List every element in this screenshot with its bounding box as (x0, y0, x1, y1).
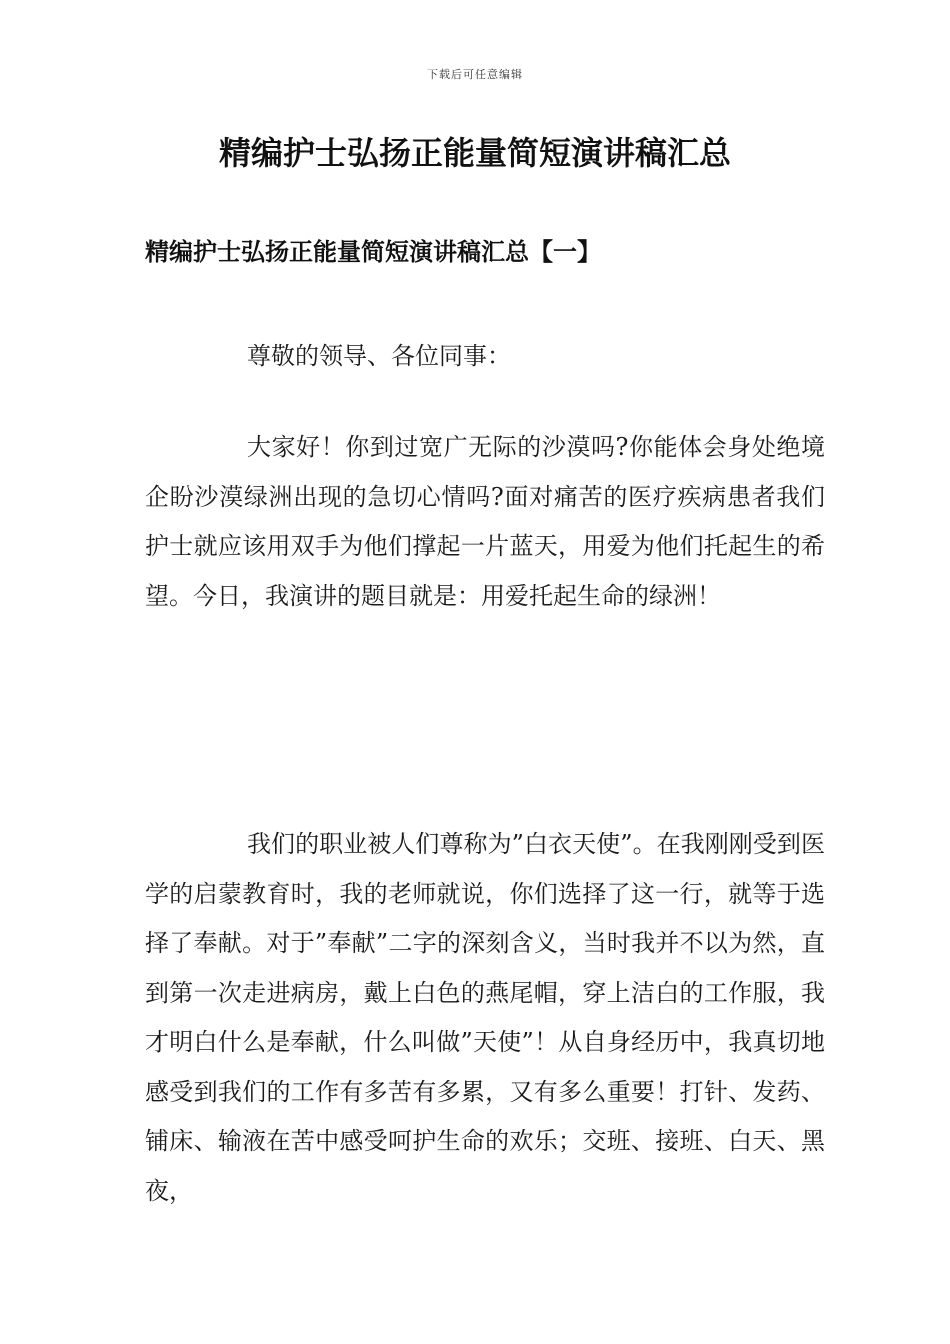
document-title: 精编护士弘扬正能量简短演讲稿汇总 (218, 134, 731, 172)
salutation: 尊敬的领导、各位同事： (247, 342, 511, 370)
header-note: 下载后可任意编辑 (427, 68, 523, 81)
body-paragraph-1: 大家好！你到过宽广无际的沙漠吗?你能体会身处绝境企盼沙漠绿洲出现的急切心情吗?面对痛苦的医疗疾病患者我们护士就应该用双手为他们撑起一片蓝天，用爱为他们托起生的希望。今日，我演讲的题目就是：用爱托起生命的绿洲！ (145, 433, 825, 610)
body-paragraph-2: 我们的职业被人们尊称为”白衣天使”。在我刚刚受到医学的启蒙教育时，我的老师就说，你们选择了这一行，就等于选择了奉献。对于”奉献”二字的深刻含义，当时我并不以为然，直到第一次走进病房，戴上白色的燕尾帽，穿上洁白的工作服，我才明白什么是奉献，什么叫做”天使”！从自身经历中，我真切地感受到我们的工作有多苦有多累，又有多么重要！打针、发药、铺床、输液在苦中感受呵护生命的欢乐；交班、接班、白天、黑夜， (145, 830, 825, 1205)
section-heading: 精编护士弘扬正能量简短演讲稿汇总【一】 (145, 237, 601, 266)
